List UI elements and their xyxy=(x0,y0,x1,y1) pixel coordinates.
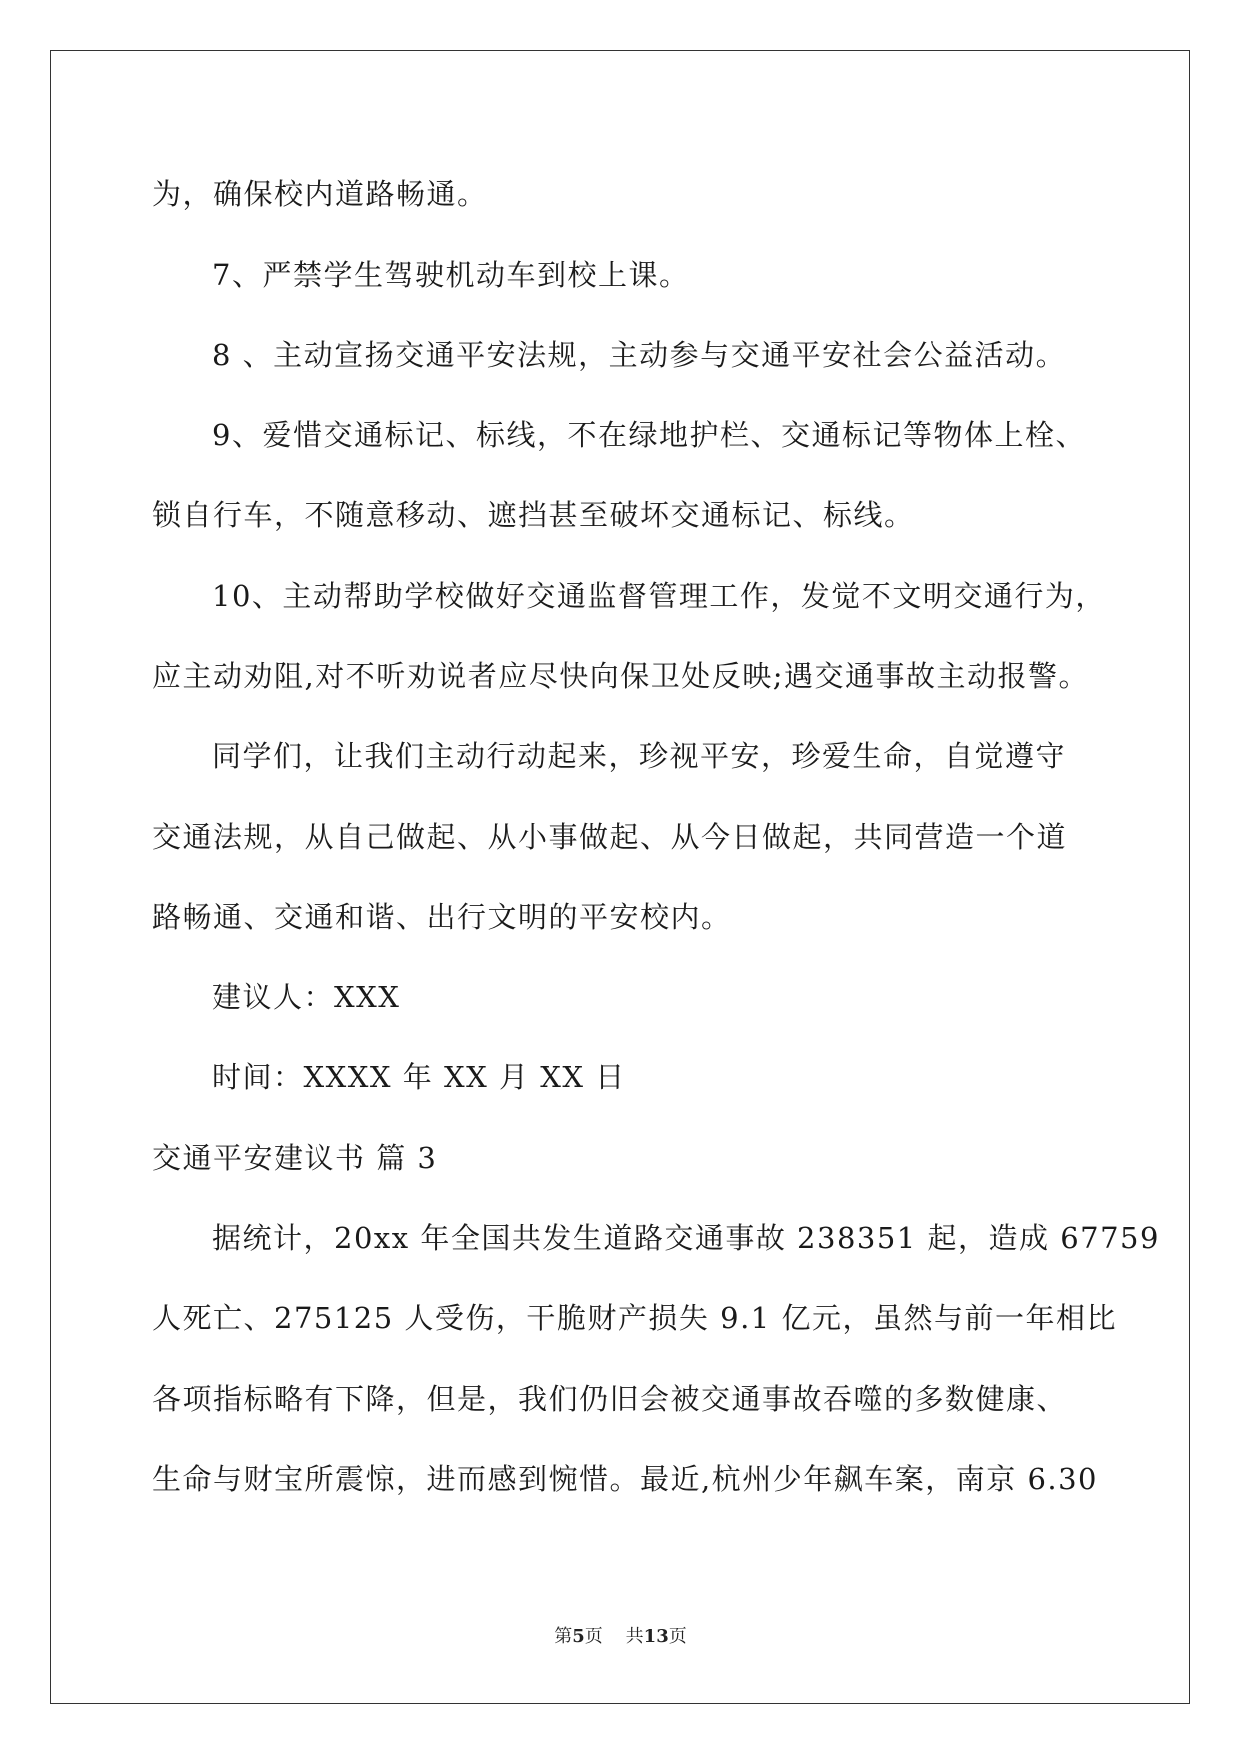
text-line-14: 据统计，20xx 年全国共发生道路交通事故 238351 起，造成 67759 xyxy=(212,1221,1160,1255)
footer-suffix: 页 xyxy=(668,1626,687,1647)
text-line-2: 7、严禁学生驾驶机动车到校上课。 xyxy=(212,258,690,292)
footer-mid: 页 共 xyxy=(584,1626,644,1647)
section-heading: 交通平安建议书 篇 3 xyxy=(152,1141,438,1175)
text-line-15: 人死亡、275125 人受伤，干脆财产损失 9.1 亿元，虽然与前一年相比 xyxy=(152,1301,1117,1335)
footer-prefix: 第 xyxy=(554,1626,573,1647)
text-line-10: 路畅通、交通和谐、出行文明的平安校内。 xyxy=(152,900,732,934)
text-line-3: 8 、主动宣扬交通平安法规，主动参与交通平安社会公益活动。 xyxy=(212,338,1067,372)
text-line-1: 为，确保校内道路畅通。 xyxy=(152,177,488,211)
current-page-number: 5 xyxy=(572,1626,585,1647)
text-line-9: 交通法规，从自己做起、从小事做起、从今日做起，共同营造一个道 xyxy=(152,820,1068,854)
text-line-8: 同学们，让我们主动行动起来，珍视平安，珍爱生命，自觉遵守 xyxy=(212,739,1067,773)
text-line-6: 10、主动帮助学校做好交通监督管理工作，发觉不文明交通行为， xyxy=(212,579,1106,613)
text-line-7: 应主动劝阻,对不听劝说者应尽快向保卫处反映;遇交通事故主动报警。 xyxy=(152,659,1089,693)
total-page-number: 13 xyxy=(643,1626,669,1647)
text-line-17: 生命与财宝所震惊，进而感到惋惜。最近,杭州少年飙车案，南京 6.30 xyxy=(152,1462,1099,1496)
text-line-16: 各项指标略有下降，但是，我们仍旧会被交通事故吞噬的多数健康、 xyxy=(152,1382,1068,1416)
date-line: 时间：XXXX 年 XX 月 XX 日 xyxy=(212,1060,626,1094)
page-border xyxy=(50,50,1190,1704)
signer-line: 建议人：XXX xyxy=(212,980,401,1014)
text-line-4: 9、爱惜交通标记、标线，不在绿地护栏、交通标记等物体上栓、 xyxy=(212,418,1086,452)
page-footer xyxy=(0,1626,1241,1648)
text-line-5: 锁自行车，不随意移动、遮挡甚至破坏交通标记、标线。 xyxy=(152,498,915,532)
